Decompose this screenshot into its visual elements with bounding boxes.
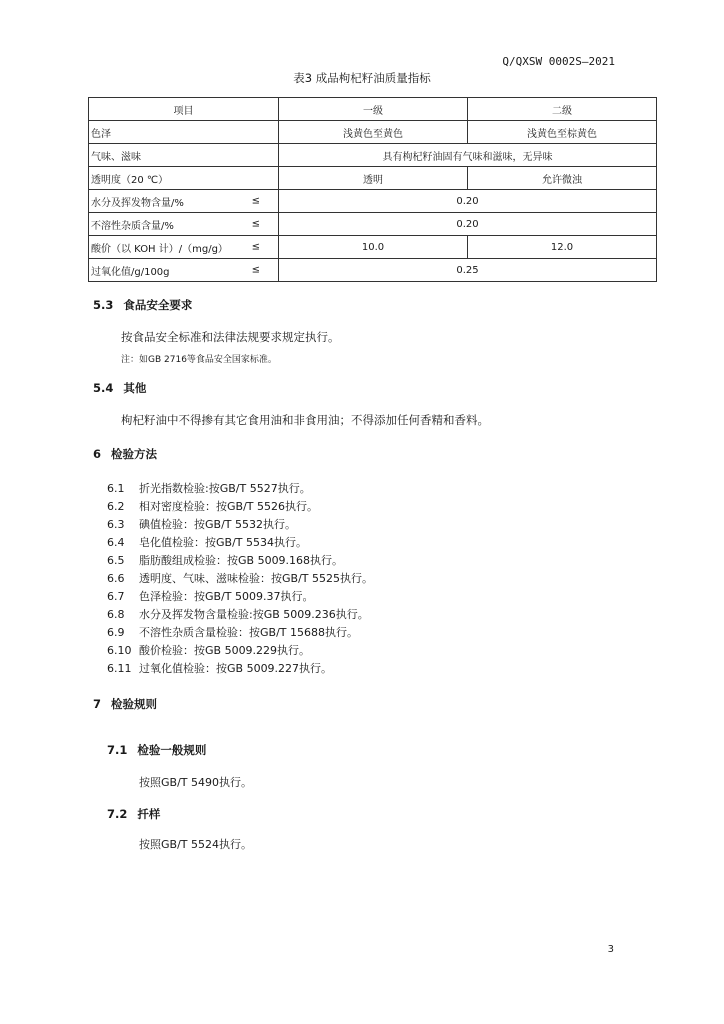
quality-table [88,97,657,282]
section-heading-6 [93,446,157,462]
table-row [89,144,657,167]
row-item-label: 酸价（以 KOH 计）/（mg/g） [91,243,228,255]
section-number: 5.3 [93,298,114,312]
method-text: 水分及挥发物含量检验:按GB 5009.236执行。 [139,608,369,621]
table-row [89,167,657,190]
method-number: 6.4 [107,536,125,549]
paragraph: 按照GB/T 5524执行。 [139,838,252,851]
method-number: 6.2 [107,500,125,513]
method-text: 相对密度检验：按GB/T 5526执行。 [139,500,318,513]
row-item [89,167,279,190]
method-text: 折光指数检验:按GB/T 5527执行。 [139,482,311,495]
section-heading-7 [93,696,157,712]
row-grade2: 12.0 [468,236,657,259]
section-heading-7-2 [107,806,160,822]
row-item [89,259,279,282]
table-row [89,213,657,236]
method-number: 6.1 [107,482,125,495]
section-heading-5-4 [93,380,146,396]
method-text: 酸价检验：按GB 5009.229执行。 [139,644,311,657]
table-row [89,121,657,144]
paragraph: 按照GB/T 5490执行。 [139,776,252,789]
method-number: 6.7 [107,590,125,603]
row-item [89,213,279,236]
note: 注：如GB 2716等食品安全国家标准。 [121,355,277,365]
method-item [107,588,313,604]
section-number: 7 [93,697,102,711]
section-title: 其他 [123,381,147,395]
section-title: 检验规则 [111,697,158,711]
method-item [107,606,369,622]
row-item [89,190,279,213]
section-number: 7.1 [107,743,128,757]
section-number: 6 [93,447,102,461]
row-grade2: 浅黄色至棕黄色 [468,121,657,144]
section-heading-7-1 [107,742,206,758]
method-item [107,624,358,640]
row-grade2: 允许微浊 [468,167,657,190]
row-grade1: 透明 [279,167,468,190]
method-number: 6.10 [107,644,132,657]
method-number: 6.6 [107,572,125,585]
row-item [89,144,279,167]
row-merged-value: 0.25 [279,259,657,282]
section-title: 食品安全要求 [123,298,193,312]
method-item [107,534,307,550]
method-item [107,552,343,568]
header-grade2: 二级 [468,98,657,121]
table-row [89,259,657,282]
row-item [89,236,279,259]
method-text: 脂肪酸组成检验：按GB 5009.168执行。 [139,554,344,567]
table-row [89,236,657,259]
le-symbol: ≤ [251,264,260,276]
method-item [107,642,310,658]
method-item [107,570,373,586]
row-grade1: 浅黄色至黄色 [279,121,468,144]
method-number: 6.3 [107,518,125,531]
section-title: 检验一般规则 [137,743,207,757]
header-item: 项目 [89,98,279,121]
table-row [89,190,657,213]
method-text: 碘值检验：按GB/T 5532执行。 [139,518,296,531]
method-text: 过氧化值检验：按GB 5009.227执行。 [139,662,333,675]
method-item [107,498,318,514]
row-merged-value: 具有枸杞籽油固有气味和滋味，无异味 [279,144,657,167]
section-number: 5.4 [93,381,114,395]
row-item-label: 色泽 [91,128,111,140]
section-title: 检验方法 [111,447,158,461]
row-item-label: 透明度（20 ℃） [91,174,169,186]
row-item-label: 气味、滋味 [91,151,141,163]
method-number: 6.11 [107,662,132,675]
method-number: 6.8 [107,608,125,621]
le-symbol: ≤ [251,195,260,207]
section-heading-5-3 [93,297,192,313]
paragraph: 按食品安全标准和法律法规要求规定执行。 [121,330,340,344]
table-title: 表3 成品枸杞籽油质量指标 [293,71,431,85]
method-text: 不溶性杂质含量检验：按GB/T 15688执行。 [139,626,358,639]
method-text: 色泽检验：按GB/T 5009.37执行。 [139,590,314,603]
row-item-label: 水分及挥发物含量/% [91,197,184,209]
method-item [107,660,332,676]
document-code: Q/QXSW 0002S—2021 [502,55,615,68]
row-merged-value: 0.20 [279,213,657,236]
method-text: 皂化值检验：按GB/T 5534执行。 [139,536,307,549]
table-header-row [89,98,657,121]
page-number: 3 [607,944,614,955]
le-symbol: ≤ [251,218,260,230]
section-title: 扦样 [137,807,161,821]
method-text: 透明度、气味、滋味检验：按GB/T 5525执行。 [139,572,373,585]
section-number: 7.2 [107,807,128,821]
row-item-label: 过氧化值/g/100g [91,266,170,278]
row-merged-value: 0.20 [279,190,657,213]
method-number: 6.9 [107,626,125,639]
method-number: 6.5 [107,554,125,567]
row-grade1: 10.0 [279,236,468,259]
le-symbol: ≤ [251,241,260,253]
header-grade1: 一级 [279,98,468,121]
row-item [89,121,279,144]
method-item [107,480,311,496]
method-item [107,516,296,532]
row-item-label: 不溶性杂质含量/% [91,220,174,232]
paragraph: 枸杞籽油中不得掺有其它食用油和非食用油；不得添加任何香精和香料。 [121,413,489,427]
